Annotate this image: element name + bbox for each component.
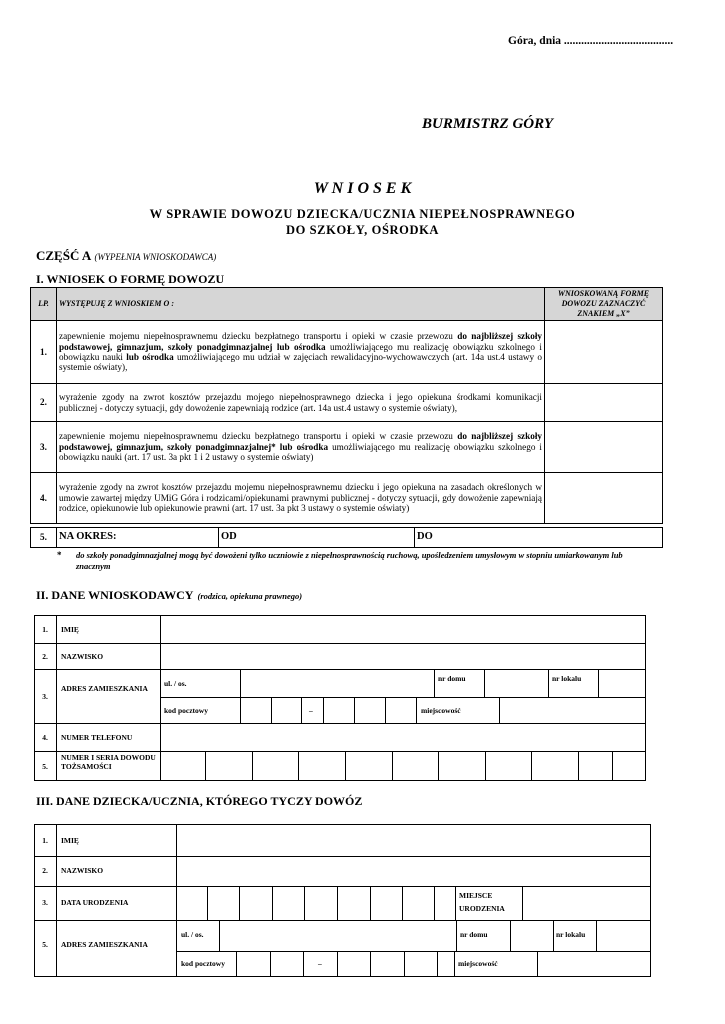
document-subtitle-2: DO SZKOŁY, OŚRODKA (285, 223, 440, 237)
mark-cell-4[interactable] (545, 473, 663, 524)
row-bold: lub ośrodka (126, 352, 174, 362)
birth-date-label: DATA URODZENIA (61, 898, 129, 907)
row-text: zapewnienie mojemu niepełnosprawnemu dziecku bezpłatnego transportu i opieki w czasie przewozu (59, 431, 458, 442)
phone-input[interactable] (161, 724, 645, 751)
city-label: miejscowość (458, 959, 498, 968)
place-date: Góra, dnia ...................................... (508, 35, 674, 47)
row-lp: 4. (31, 473, 57, 524)
footnote-mark: * (57, 550, 62, 560)
flat-number-label: nr lokalu (552, 674, 582, 683)
table-row (31, 422, 663, 473)
col-lp: LP. (31, 288, 57, 321)
section2-title: II. DANE WNIOSKODAWCY (36, 588, 194, 602)
document-subtitle-1: W SPRAWIE DOWOZU DZIECKA/UCZNIA NIEPEŁNOSPRAWNEGO (149, 207, 576, 221)
table-row (31, 321, 663, 384)
applicant-house-input[interactable] (485, 670, 548, 697)
applicant-city-input[interactable] (500, 698, 645, 723)
row-lp: 4. (42, 733, 48, 742)
period-from-label: OD (221, 531, 237, 543)
row-text: umożliwiającego mu udział w zajęciach rewalidacyjno-wychowawczych (art. 14a ust.4 ustawy o systemie oświaty), (59, 352, 542, 373)
phone-label: NUMER TELEFONU (61, 733, 133, 742)
period-to-field[interactable] (415, 528, 663, 548)
row-lp: 2. (42, 866, 48, 875)
applicant-first-name-label: IMIĘ (61, 625, 79, 634)
table-row (31, 473, 663, 524)
birthplace-input[interactable] (523, 887, 650, 920)
period-row (30, 527, 663, 548)
postal-code-label: kod pocztowy (164, 706, 208, 715)
street-label: ul. / os. (181, 930, 204, 939)
child-house-input[interactable] (511, 921, 553, 951)
row-lp: 5. (31, 528, 57, 548)
postal-dash: – (318, 959, 322, 968)
row-lp: 5. (42, 762, 48, 771)
mark-cell-1[interactable] (545, 321, 663, 384)
applicant-data-table (34, 615, 646, 781)
row-bold: do najbliższej szkoły podstawowej, gimnazjum, szkoły ponadgimnazjalnej* lub ośrodka (59, 431, 542, 452)
child-first-name-label: IMIĘ (61, 836, 79, 845)
row-desc: wyrażenie zgody na zwrot kosztów przejazdu mojego niepełnosprawnego dziecka i jego opiekuna środkami komunikacji publicznej - dotyczy sytuacji, gdy dowożenie zapewniają rodzice (art. 14a ust.4 ustawy o systemie oświaty), (57, 384, 545, 422)
id-document-label: NUMER I SERIA DOWODU TOŻSAMOŚCI (61, 753, 156, 771)
row-text: zapewnienie mojemu niepełnosprawnemu dziecku bezpłatnego transportu i opieki w czasie przewozu (59, 331, 458, 342)
footnote: do szkoły ponadgimnazjalnej mogą być dowożeni tylko uczniowie z niepełnosprawnością ruchową, upośledzeniem umysłowym w stopniu umiarkowanym lub znacznym (76, 550, 623, 571)
row-lp: 3. (31, 422, 57, 473)
mark-cell-2[interactable] (545, 384, 663, 422)
period-label: NA OKRES: (57, 528, 219, 548)
city-label: miejscowość (421, 706, 461, 715)
child-last-name-input[interactable] (177, 857, 650, 886)
applicant-first-name-input[interactable] (161, 616, 645, 643)
row-lp: 3. (42, 898, 48, 907)
row-desc (57, 422, 545, 473)
house-number-label: nr domu (460, 930, 488, 939)
child-first-name-input[interactable] (177, 825, 650, 856)
flat-number-label: nr lokalu (556, 930, 586, 939)
table-row (31, 384, 663, 422)
child-data-table (34, 824, 651, 977)
birthplace-label: MIEJSCE URODZENIA (459, 891, 505, 913)
applicant-last-name-label: NAZWISKO (61, 652, 104, 661)
row-text: umożliwiającego mu realizację obowiązku szkolnego i obowiązku nauki (59, 341, 542, 362)
addressee: BURMISTRZ GÓRY (422, 116, 554, 132)
child-address-label: ADRES ZAMIESZKANIA (61, 940, 148, 949)
mark-cell-3[interactable] (545, 422, 663, 473)
row-lp: 2. (42, 652, 48, 661)
document-title: W N I O S E K (313, 180, 412, 197)
section1-heading: I. WNIOSEK O FORMĘ DOWOZU (36, 272, 225, 286)
child-flat-input[interactable] (597, 921, 650, 951)
part-a-label: CZĘŚĆ A (36, 248, 92, 263)
period-to-label: DO (417, 531, 433, 543)
applicant-flat-input[interactable] (599, 670, 645, 697)
part-a-heading (36, 248, 216, 264)
section3-heading: III. DANE DZIECKA/UCZNIA, KTÓREGO TYCZY DOWÓZ (36, 794, 363, 808)
section2-note: (rodzica, opiekuna prawnego) (197, 591, 303, 601)
street-label: ul. / os. (164, 679, 187, 688)
applicant-street-input[interactable] (241, 670, 434, 697)
row-lp: 1. (42, 625, 48, 634)
col-mark: WNIOSKOWANĄ FORMĘ DOWOZU ZAZNACZYĆ ZNAKIEM „X” (545, 288, 663, 321)
row-desc: wyrażenie zgody na zwrot kosztów przejazdu mojemu niepełnosprawnemu dziecku i jego opiekuna na zasadach określonych w umowie zawartej między UMiG Góra i rodzicami/opiekunami prawnymi publicznej - dotyczy sytuacji, gdy dowożenie zapewniają rodzice, opiekunowie lub opiekunowie prawni (art. 17 ust. 3a pkt 3 ustawy o systemie oświaty) (57, 473, 545, 524)
house-number-label: nr domu (438, 674, 466, 683)
applicant-last-name-input[interactable] (161, 644, 645, 669)
row-bold: do najbliższej szkoły podstawowej, gimnazjum, szkoły ponadgimnazjalnej lub ośrodka (59, 331, 542, 352)
applicant-address-label: ADRES ZAMIESZKANIA (61, 684, 148, 693)
row-lp: 1. (42, 836, 48, 845)
row-lp: 1. (31, 321, 57, 384)
part-a-note: (WYPEŁNIA WNIOSKODAWCA) (94, 252, 217, 262)
row-lp: 3. (42, 692, 48, 701)
row-lp: 5. (42, 940, 48, 949)
row-desc (57, 321, 545, 384)
child-city-input[interactable] (538, 952, 650, 976)
postal-dash: – (309, 706, 313, 715)
dowoz-form-table (30, 287, 663, 524)
child-street-input[interactable] (220, 921, 456, 951)
col-desc: WYSTĘPUJĘ Z WNIOSKIEM O : (57, 288, 545, 321)
row-lp: 2. (31, 384, 57, 422)
row-text: umożliwiającego mu realizację obowiązku szkolnego i obowiązku nauki (art. 17 ust. 3a pkt 1 i 2 ustawy o systemie oświaty) (59, 441, 542, 463)
period-from-field[interactable] (219, 528, 415, 548)
postal-code-label: kod pocztowy (181, 959, 225, 968)
section2-heading (36, 586, 302, 604)
child-last-name-label: NAZWISKO (61, 866, 104, 875)
